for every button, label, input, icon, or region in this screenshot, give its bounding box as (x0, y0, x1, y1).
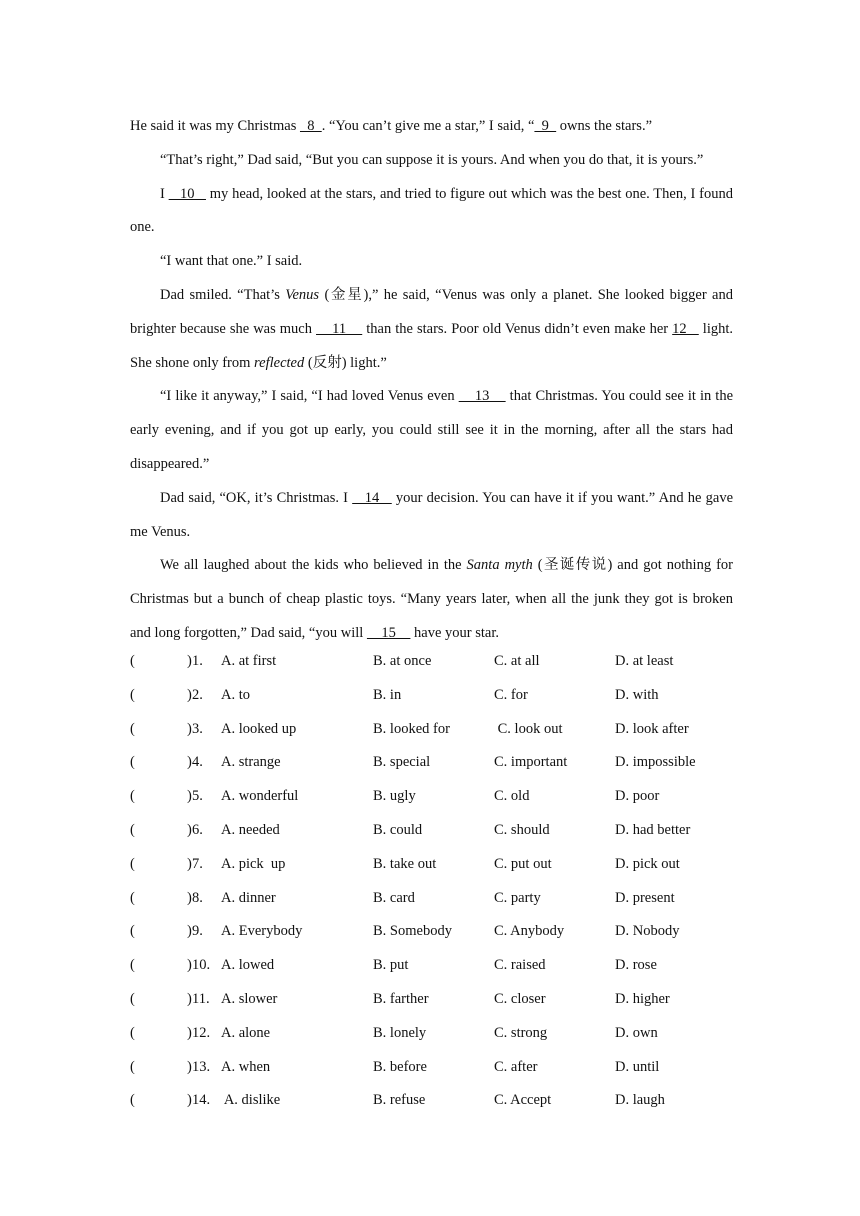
passage-text: than the stars. Poor old Venus didn’t even make her (362, 320, 673, 337)
option-b: B. Somebody (373, 923, 452, 940)
question-number: 7. (192, 855, 203, 872)
answer-paren-close: ) (187, 720, 192, 737)
question-number: 1. (192, 653, 203, 669)
question-number: 12. (192, 1024, 211, 1041)
option-d: D. with (615, 686, 659, 703)
paragraph (130, 245, 733, 279)
passage-text: “I want that one.” I said. (160, 253, 303, 270)
answer-paren-open: ( (130, 990, 135, 1007)
option-c: C. Anybody (494, 923, 565, 940)
paragraph (130, 549, 733, 650)
option-c: C. Accept (494, 1092, 552, 1109)
question-number: 8. (192, 889, 203, 906)
question-options-list (130, 645, 750, 1118)
answer-paren-close: ) (187, 686, 192, 703)
option-c: C. important (494, 754, 568, 771)
option-c: C. should (494, 821, 550, 838)
option-a: A. needed (221, 821, 280, 838)
question-number: 10. (192, 957, 211, 974)
answer-blank: 14 (352, 489, 392, 506)
option-b: B. special (373, 754, 431, 771)
question-row (130, 1084, 750, 1118)
question-row (130, 780, 750, 814)
question-row (130, 746, 750, 780)
paragraph (130, 110, 733, 144)
option-a: A. wonderful (221, 788, 299, 805)
option-b: B. lonely (373, 1024, 427, 1041)
answer-paren-close: ) (187, 1092, 192, 1109)
italic-term: Venus (285, 286, 320, 303)
answer-paren-open: ( (130, 957, 135, 974)
option-d: D. had better (615, 821, 691, 838)
answer-paren-open: ( (130, 923, 135, 940)
option-a: A. to (221, 686, 250, 703)
question-number: 2. (192, 686, 203, 703)
answer-paren-open: ( (130, 720, 135, 737)
answer-blank: 13 (458, 388, 506, 405)
answer-paren-open: ( (130, 889, 135, 906)
question-row (130, 949, 750, 983)
italic-term: Santa myth (466, 557, 533, 574)
option-c: C. put out (494, 855, 552, 872)
option-d: D. impossible (615, 754, 696, 771)
option-d: D. at least (615, 653, 674, 669)
option-b: B. put (373, 957, 409, 974)
option-a: A. alone (221, 1024, 271, 1041)
answer-paren-close: ) (187, 855, 192, 872)
passage-text: He said it was my Christmas (130, 118, 300, 134)
passage-text: light. She shone only from (130, 320, 734, 371)
answer-paren-open: ( (130, 821, 135, 838)
option-c: C. look out (494, 720, 563, 737)
question-row (130, 882, 750, 916)
option-d: D. pick out (615, 855, 680, 872)
passage-text: Dad smiled. “That’s (160, 286, 286, 303)
option-d: D. poor (615, 788, 660, 805)
option-c: C. old (494, 788, 530, 805)
question-number: 5. (192, 788, 203, 805)
answer-paren-open: ( (130, 788, 135, 805)
option-d: D. Nobody (615, 923, 680, 940)
option-d: D. own (615, 1024, 658, 1041)
passage-text: owns the stars.” (556, 118, 653, 134)
question-number: 6. (192, 821, 203, 838)
question-row (130, 983, 750, 1017)
answer-paren-close: ) (187, 1024, 192, 1041)
answer-blank: 12 (672, 320, 699, 337)
passage-text: Dad said, “OK, it’s Christmas. I (160, 489, 353, 506)
passage-text: (圣诞传说) and got nothing for Christmas but a bunch of cheap plastic toys. “Many years later, when all the junk they got is broken and long forgotten,” Dad said, “you will (130, 557, 733, 641)
option-a: A. looked up (221, 720, 297, 737)
option-b: B. card (373, 889, 415, 906)
option-d: D. look after (615, 720, 689, 737)
answer-paren-close: ) (187, 990, 192, 1007)
paragraph (130, 482, 733, 550)
answer-paren-close: ) (187, 788, 192, 805)
option-c: C. party (494, 889, 541, 906)
question-row (130, 814, 750, 848)
paragraph (130, 380, 733, 481)
question-row (130, 1051, 750, 1085)
answer-paren-open: ( (130, 1024, 135, 1041)
option-c: C. for (494, 686, 528, 703)
passage-text: that Christmas. You could see it in the early evening, and if you got up early, you could still see it in the morning, after all the stars had disappeared.” (130, 388, 734, 472)
question-number: 3. (192, 720, 203, 737)
paragraph (130, 144, 733, 178)
answer-paren-open: ( (130, 1092, 135, 1109)
answer-paren-open: ( (130, 855, 135, 872)
answer-paren-close: ) (187, 889, 192, 906)
option-a: A. pick up (221, 855, 286, 872)
option-b: B. before (373, 1058, 427, 1075)
passage-text: I (160, 185, 169, 202)
answer-paren-open: ( (130, 653, 135, 669)
answer-blank: 9 (534, 118, 557, 134)
question-number: 14. (192, 1092, 211, 1109)
answer-blank: 11 (316, 320, 363, 337)
option-b: B. could (373, 821, 423, 838)
option-d: D. rose (615, 957, 657, 974)
option-b: B. take out (373, 855, 437, 872)
option-b: B. refuse (373, 1092, 426, 1109)
answer-blank: 8 (299, 118, 322, 134)
option-d: D. present (615, 889, 675, 906)
answer-paren-open: ( (130, 1058, 135, 1075)
option-c: C. strong (494, 1024, 548, 1041)
paragraph (130, 178, 733, 246)
option-b: B. looked for (373, 720, 450, 737)
option-c: C. after (494, 1058, 538, 1075)
option-c: C. closer (494, 990, 546, 1007)
option-a: A. lowed (221, 957, 275, 974)
passage-text: my head, looked at the stars, and tried to figure out which was the best one. Then, I found one. (130, 185, 733, 236)
option-d: D. until (615, 1058, 660, 1075)
option-a: A. when (221, 1058, 271, 1075)
question-row (130, 1017, 750, 1051)
italic-term: reflected (254, 354, 305, 371)
question-number: 11. (192, 990, 210, 1007)
option-a: A. slower (221, 990, 278, 1007)
question-number: 4. (192, 754, 203, 771)
question-number: 13. (192, 1058, 211, 1075)
passage-text: your decision. You can have it if you want.” And he gave me Venus. (130, 489, 733, 540)
answer-paren-close: ) (187, 754, 192, 771)
option-c: C. at all (494, 653, 540, 669)
passage-text: . “You can’t give me a star,” I said, “ (321, 118, 535, 134)
option-b: B. in (373, 686, 402, 703)
option-d: D. laugh (615, 1092, 665, 1109)
option-a: A. strange (221, 754, 281, 771)
answer-paren-close: ) (187, 1058, 192, 1075)
option-c: C. raised (494, 957, 546, 974)
passage-text: We all laughed about the kids who believed in the (160, 557, 467, 574)
answer-paren-close: ) (187, 821, 192, 838)
question-row (130, 915, 750, 949)
option-a: A. dislike (221, 1092, 281, 1109)
answer-paren-open: ( (130, 686, 135, 703)
answer-blank: 15 (366, 624, 411, 641)
passage-text: “I like it anyway,” I said, “I had loved Venus even (160, 388, 459, 405)
paragraph (130, 279, 733, 380)
passage-text: “That’s right,” Dad said, “But you can suppose it is yours. And when you do that, it is yours.” (160, 151, 704, 168)
option-b: B. ugly (373, 788, 416, 805)
option-a: A. dinner (221, 889, 276, 906)
passage-text: (反射) light.” (304, 354, 387, 371)
passage-text: have your star. (410, 624, 500, 641)
answer-paren-close: ) (187, 957, 192, 974)
cloze-passage (130, 110, 733, 651)
passage-text: (金星),” he said, “Venus was only a planet. She looked bigger and brighter because she was much (130, 286, 733, 337)
question-row (130, 679, 750, 713)
option-b: B. at once (373, 653, 432, 669)
option-a: A. at first (221, 653, 277, 669)
question-row (130, 848, 750, 882)
answer-paren-close: ) (187, 653, 192, 669)
option-b: B. farther (373, 990, 429, 1007)
question-number: 9. (192, 923, 203, 940)
option-a: A. Everybody (221, 923, 303, 940)
question-row (130, 713, 750, 747)
answer-paren-close: ) (187, 923, 192, 940)
answer-paren-open: ( (130, 754, 135, 771)
option-d: D. higher (615, 990, 670, 1007)
question-row (130, 645, 750, 679)
answer-blank: 10 (168, 185, 206, 202)
